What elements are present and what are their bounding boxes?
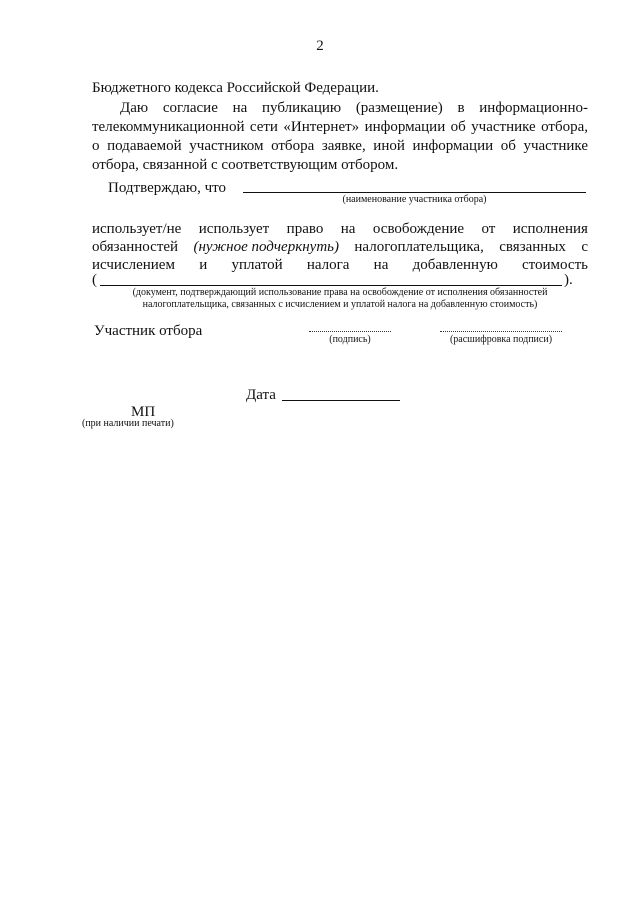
document-open-paren: ( xyxy=(92,272,97,288)
consent-row-2: телекоммуникационной сети «Интернет» информации об участнике отбора, xyxy=(92,119,588,135)
signature-caption: (подпись) xyxy=(329,334,371,345)
vat-word: обязанностей xyxy=(92,239,179,255)
consent-word: информационно- xyxy=(479,100,588,116)
consent-row-3: о подаваемой участником отбора заявке, иной информации об участнике xyxy=(92,138,588,154)
participant-name-caption: (наименование участника отбора) xyxy=(342,194,487,205)
signature-decode-caption: (расшифровка подписи) xyxy=(449,334,553,345)
vat-word: стоимость xyxy=(522,257,588,273)
document-line[interactable] xyxy=(100,285,562,286)
vat-word: на xyxy=(340,221,356,237)
vat-row-1 xyxy=(92,219,588,239)
consent-word: публикацию xyxy=(262,100,342,116)
consent-row-4: отбора, связанной с соответствующим отбором. xyxy=(92,157,399,173)
consent-word: (размещение) xyxy=(355,100,443,116)
signature-line[interactable] xyxy=(309,331,391,332)
vat-word: использует xyxy=(198,221,270,237)
vat-word: налогоплательщика, xyxy=(354,239,484,255)
vat-word: от xyxy=(481,221,496,237)
signature-decode-line[interactable] xyxy=(440,331,562,332)
vat-word: налога xyxy=(306,257,350,273)
consent-row-1 xyxy=(120,98,588,118)
vat-word: уплатой xyxy=(231,257,283,273)
date-label: Дата xyxy=(246,387,276,403)
consent-word: согласие xyxy=(162,100,218,116)
vat-word: и xyxy=(199,257,208,273)
vat-word: исполнения xyxy=(512,221,588,237)
document-close-paren: ). xyxy=(564,272,573,288)
date-line[interactable] xyxy=(282,400,400,401)
vat-word: на xyxy=(373,257,389,273)
vat-row-2 xyxy=(92,237,588,257)
consent-word: в xyxy=(457,100,465,116)
consent-word: Даю xyxy=(120,100,149,116)
consent-word: на xyxy=(232,100,248,116)
vat-word: исчислением xyxy=(92,257,175,273)
vat-word: использует/не xyxy=(92,221,182,237)
document-caption-1: (документ, подтверждающий использование права на освобождение от исполнения обязанностей xyxy=(132,287,548,298)
page-number: 2 xyxy=(316,38,324,54)
intro-line-1: Бюджетного кодекса Российской Федерации. xyxy=(92,80,379,96)
stamp-caption: (при наличии печати) xyxy=(82,418,174,429)
stamp-label: МП xyxy=(131,404,156,420)
vat-word: право xyxy=(286,221,324,237)
vat-word: с xyxy=(581,239,588,255)
choice-note: (нужное подчеркнуть) xyxy=(193,239,339,255)
vat-word: освобождение xyxy=(372,221,465,237)
vat-row-3 xyxy=(92,255,588,275)
vat-word: добавленную xyxy=(412,257,498,273)
confirm-label: Подтверждаю, что xyxy=(108,180,227,196)
participant-label: Участник отбора xyxy=(94,323,203,339)
document-caption-2: налогоплательщика, связанных с исчислением и уплатой налога на добавленную стоимость) xyxy=(142,299,538,310)
vat-word: связанных xyxy=(499,239,566,255)
participant-name-line[interactable] xyxy=(243,192,586,193)
